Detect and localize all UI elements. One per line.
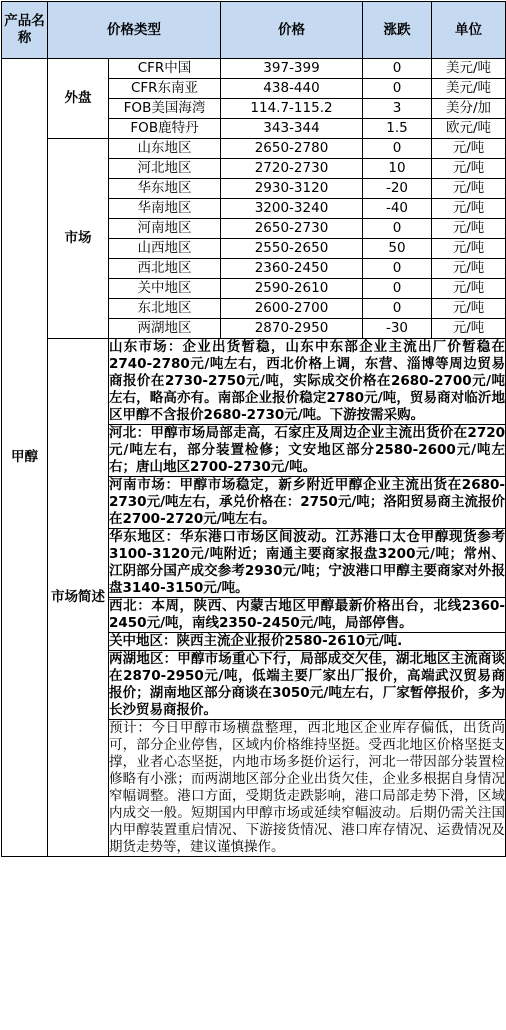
- row-unit: 元/吨: [432, 279, 506, 299]
- header-price-type: 价格类型: [48, 2, 221, 59]
- row-change: 3: [363, 99, 432, 119]
- summary-paragraph-shandong: 山东市场：企业出货暂稳，山东中东部企业主流出厂价暂稳在2740-2780元/吨左右，西北价格上调，东营、淄博等周边贸易商报价在2730-2750元/吨，实际成交价格在2680-2700元/吨左右，略高亦有。南部企业报价稳定2780元/吨，贸易商对临沂地区甲醇不含报价2680-2730元/吨。下游按需采购。: [109, 339, 505, 423]
- row-unit: 元/吨: [432, 239, 506, 259]
- row-type: 关中地区: [109, 279, 221, 299]
- row-type: 山西地区: [109, 239, 221, 259]
- row-type: CFR中国: [109, 59, 221, 79]
- header-unit: 单位: [432, 2, 506, 59]
- row-change: 0: [363, 79, 432, 99]
- row-unit: 元/吨: [432, 179, 506, 199]
- row-unit: 欧元/吨: [432, 119, 506, 139]
- row-change: 0: [363, 259, 432, 279]
- row-type: 两湖地区: [109, 319, 221, 339]
- table-row: [2, 59, 506, 79]
- summary-label: 市场简述: [48, 339, 109, 857]
- row-type: 河南地区: [109, 219, 221, 239]
- row-type: 西北地区: [109, 259, 221, 279]
- row-change: 10: [363, 159, 432, 179]
- summary-paragraph-guanzhong: 关中地区：陕西主流企业报价2580-2610元/吨.: [109, 633, 506, 651]
- row-type: 华东地区: [109, 179, 221, 199]
- row-price: 438-440: [221, 79, 363, 99]
- row-type: FOB美国海湾: [109, 99, 221, 119]
- row-price: 343-344: [221, 119, 363, 139]
- row-price: 2870-2950: [221, 319, 363, 339]
- header-row: [2, 2, 506, 59]
- row-price: 3200-3240: [221, 199, 363, 219]
- row-change: -20: [363, 179, 432, 199]
- row-type: 河北地区: [109, 159, 221, 179]
- product-name: 甲醇: [2, 59, 48, 857]
- row-change: -30: [363, 319, 432, 339]
- header-price: 价格: [221, 2, 363, 59]
- row-change: 1.5: [363, 119, 432, 139]
- outer-label: 外盘: [48, 59, 109, 139]
- summary-row: [2, 339, 506, 425]
- row-price: 2930-3120: [221, 179, 363, 199]
- row-change: -40: [363, 199, 432, 219]
- row-price: 397-399: [221, 59, 363, 79]
- summary-paragraph-northwest: 西北：本周，陕西、内蒙古地区甲醇最新价格出台，北线2360-2450元/吨，南线2350-2450元/吨，局部停售。: [109, 598, 505, 631]
- row-price: 2590-2610: [221, 279, 363, 299]
- row-unit: 元/吨: [432, 259, 506, 279]
- row-unit: 美分/加: [432, 99, 506, 119]
- row-change: 50: [363, 239, 432, 259]
- summary-paragraph-lianghu: 两湖地区：甲醇市场重心下行，局部成交欠佳，湖北地区主流商谈在2870-2950元/吨，低端主要厂家出厂报价，高端武汉贸易商报价；湖南地区部分商谈在3050元/吨左右，厂家暂停报价，多为长沙贸易商报价。: [109, 651, 505, 718]
- row-change: 0: [363, 59, 432, 79]
- row-unit: 美元/吨: [432, 59, 506, 79]
- summary-paragraph-hebei: 河北：甲醇市场局部走高，石家庄及周边企业主流出货价在2720元/吨左右，部分装置检修；文安地区部分2580-2600元/吨左右；唐山地区2700-2730元/吨。: [109, 425, 505, 475]
- row-price: 2650-2780: [221, 139, 363, 159]
- market-label: 市场: [48, 139, 109, 339]
- row-price: 2650-2730: [221, 219, 363, 239]
- row-unit: 元/吨: [432, 319, 506, 339]
- row-unit: 元/吨: [432, 199, 506, 219]
- row-unit: 元/吨: [432, 219, 506, 239]
- row-type: 东北地区: [109, 299, 221, 319]
- row-price: 2720-2730: [221, 159, 363, 179]
- row-unit: 美元/吨: [432, 79, 506, 99]
- row-price: 2360-2450: [221, 259, 363, 279]
- header-product: 产品名称: [2, 2, 48, 59]
- row-price: 114.7-115.2: [221, 99, 363, 119]
- row-change: 0: [363, 139, 432, 159]
- row-unit: 元/吨: [432, 139, 506, 159]
- summary-paragraph-henan: 河南市场：甲醇市场稳定，新乡附近甲醇企业主流出货在2680-2730元/吨左右，承兑价格在：2750元/吨；洛阳贸易商主流报价在2700-2720元/吨左右。: [109, 477, 505, 527]
- header-change: 涨跌: [363, 2, 432, 59]
- summary-paragraph-forecast: 预计：今日甲醇市场横盘整理，西北地区企业库存偏低，出货尚可，部分企业停售，区域内价格维持坚挺。受西北地区价格坚挺支撑，业者心态坚挺，内地市场多挺价运行，河北一带因部分装置检修略有小涨；而两湖地区部分企业出货欠佳，企业多根据自身情况窄幅调整。港口方面，受期货走跌影响，港口局部走势下滑，区域内成交一般。短期国内甲醇市场或延续窄幅波动。后期仍需关注国内甲醇装置重启情况、下游接货情况、港口库存情况、运费情况及期货走势等，建议谨慎操作。: [109, 720, 505, 855]
- row-change: 0: [363, 299, 432, 319]
- row-type: FOB鹿特丹: [109, 119, 221, 139]
- row-unit: 元/吨: [432, 299, 506, 319]
- row-change: 0: [363, 279, 432, 299]
- row-price: 2600-2700: [221, 299, 363, 319]
- row-type: CFR东南亚: [109, 79, 221, 99]
- summary-paragraph-east-china: 华东地区：华东港口市场区间波动。江苏港口太仓甲醇现货参考3100-3120元/吨附近；南通主要商家报盘3200元/吨；常州、江阴部分国产成交参考2930元/吨；宁波港口甲醇主要商家对外报盘3140-3150元/吨。: [109, 529, 505, 596]
- table-row: [2, 139, 506, 159]
- row-type: 华南地区: [109, 199, 221, 219]
- row-change: 0: [363, 219, 432, 239]
- price-table: [1, 1, 506, 857]
- row-type: 山东地区: [109, 139, 221, 159]
- row-price: 2550-2650: [221, 239, 363, 259]
- row-unit: 元/吨: [432, 159, 506, 179]
